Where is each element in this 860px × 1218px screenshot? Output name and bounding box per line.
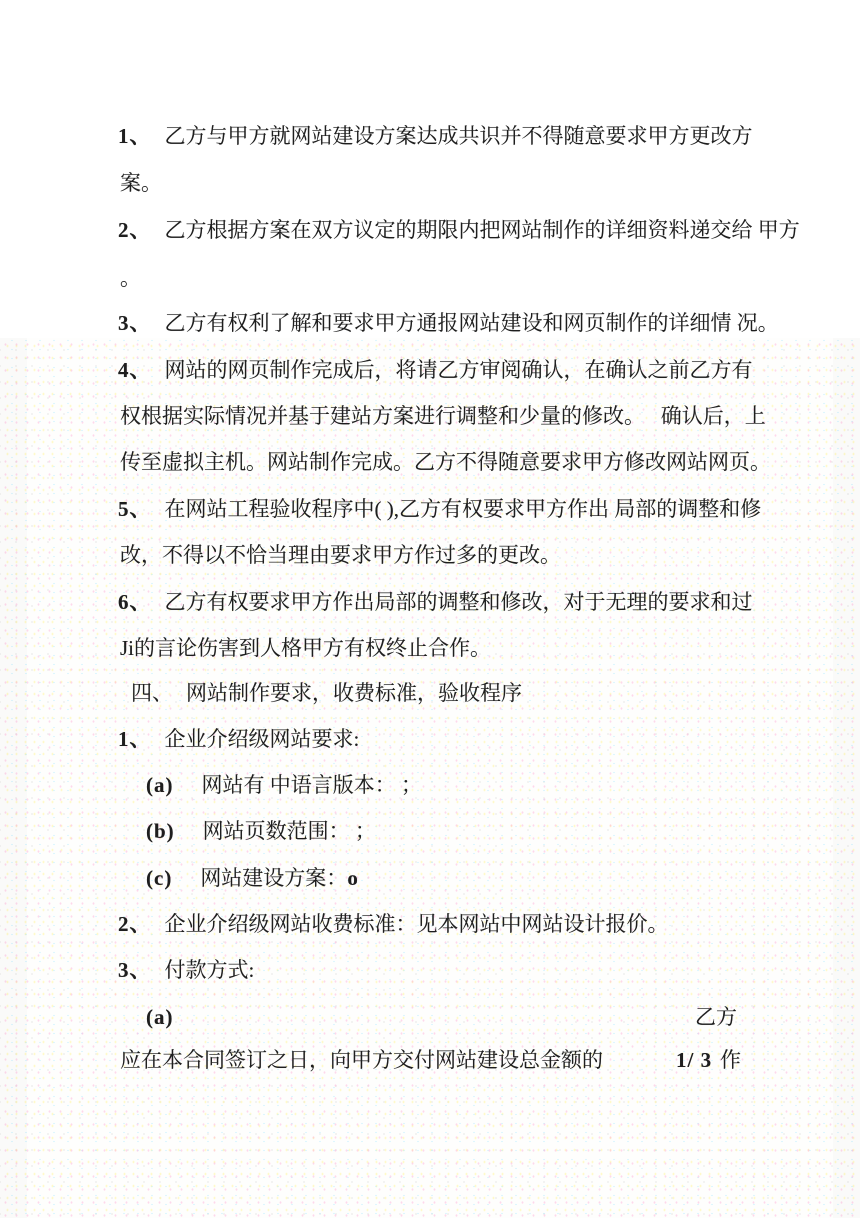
doc-line: [118, 497, 761, 521]
doc-line: [120, 171, 162, 195]
line-text-right: 乙方: [695, 1005, 737, 1029]
list-letter: (c): [146, 866, 173, 890]
list-number: 2、: [118, 912, 152, 936]
doc-line section-heading: [131, 681, 522, 705]
doc-line: [118, 358, 753, 382]
line-text: 权根据实际情况并基于建站方案进行调整和少量的修改。 确认后，上: [120, 404, 766, 428]
line-text: 传至虚拟主机。网站制作完成。乙方不得随意要求甲方修改网站网页。: [120, 450, 771, 474]
doc-line: [120, 266, 141, 290]
line-text: 付款方式:: [164, 958, 255, 982]
line-text: 网站制作要求，收费标准，验收程序: [186, 681, 522, 705]
doc-line: [118, 311, 779, 335]
list-number: 4、: [118, 358, 152, 382]
line-text: 网站页数范围： ；: [202, 819, 376, 843]
fraction-text: 1/ 3: [676, 1048, 713, 1072]
doc-line: [118, 590, 753, 614]
doc-line: [120, 636, 491, 660]
list-number: 3、: [118, 958, 152, 982]
line-text: 网站建设方案：: [200, 866, 348, 890]
doc-line split-line: [0, 1005, 860, 1029]
list-letter: (a): [146, 1005, 174, 1029]
list-letter: (a): [146, 773, 174, 797]
doc-line sub-item: [146, 866, 358, 890]
list-letter: (b): [146, 819, 175, 843]
line-text: 案。: [120, 171, 162, 195]
line-text: 乙方有权利了解和要求甲方通报网站建设和网页制作的详细情 况。: [164, 311, 779, 335]
list-number: 5、: [118, 497, 152, 521]
line-text: 企业介绍级网站收费标准：见本网站中网站设计报价。: [164, 912, 669, 936]
right-scan-margin: [833, 338, 860, 1218]
line-text: 乙方根据方案在双方议定的期限内把网站制作的详细资料递交给 甲方: [164, 218, 800, 242]
fraction-suffix: 作: [720, 1048, 741, 1072]
section-number: 四、: [131, 681, 173, 705]
line-text: Ji的言论伤害到人格甲方有权终止合作。: [120, 636, 492, 660]
line-text: 乙方与甲方就网站建设方案达成共识并不得随意要求甲方更改方: [164, 124, 753, 148]
list-number: 1、: [118, 727, 152, 751]
doc-line sub-item: [146, 819, 376, 843]
list-number: 3、: [118, 311, 152, 335]
line-text-bold-tail: o: [347, 866, 358, 890]
doc-line split-line: [0, 1048, 860, 1072]
line-text: 应在本合同签订之日，向甲方交付网站建设总金额的: [120, 1048, 603, 1072]
doc-line: [118, 727, 359, 751]
doc-line: [118, 958, 254, 982]
line-text: 企业介绍级网站要求:: [164, 727, 360, 751]
doc-line: [118, 912, 669, 936]
line-text: 在网站工程验收程序中( ),乙方有权要求甲方作出 局部的调整和修: [164, 497, 762, 521]
line-text: 网站有 中语言版本： ；: [201, 773, 422, 797]
doc-line: [120, 543, 561, 567]
doc-line: [118, 218, 800, 242]
doc-line: [120, 404, 766, 428]
doc-line: [120, 450, 771, 474]
list-number: 6、: [118, 590, 152, 614]
line-text: 网站的网页制作完成后，将请乙方审阅确认，在确认之前乙方有: [164, 358, 753, 382]
doc-line: [118, 124, 753, 148]
list-number: 2、: [118, 218, 152, 242]
line-text: 乙方有权要求甲方作出局部的调整和修改，对于无理的要求和过: [164, 590, 753, 614]
line-text: 改，不得以不恰当理由要求甲方作过多的更改。: [120, 543, 561, 567]
line-text: 。: [120, 266, 141, 290]
left-scan-margin: [0, 338, 27, 1218]
doc-line sub-item: [146, 773, 422, 797]
list-number: 1、: [118, 124, 152, 148]
